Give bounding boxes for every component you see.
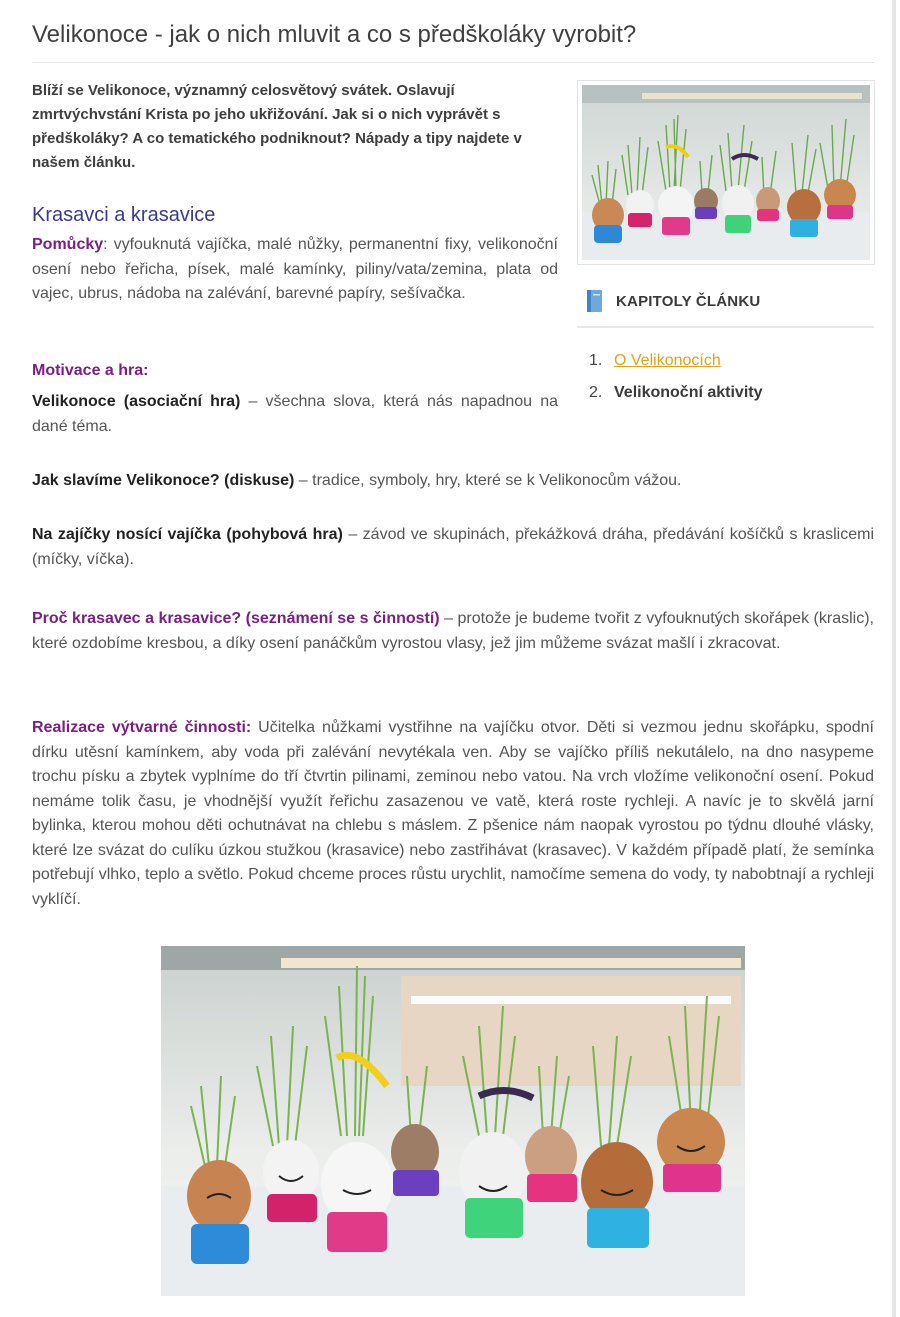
realization-label: Realizace výtvarné činnosti:: [32, 719, 252, 736]
tools-text: : vyfouknutá vajíčka, malé nůžky, permanentní fixy, velikonoční osení nebo řeřicha, písek, malé kamínky, piliny/vata/zemina, plata od vajec, ubrus, nádoba na zalévání, barevné papíry, sešívačka.: [32, 236, 558, 302]
toc-list: [589, 349, 763, 413]
motivation-heading-paragraph: [32, 359, 558, 384]
tools-label: Pomůcky: [32, 236, 104, 253]
section-heading: Krasavci a krasavice: [32, 204, 216, 226]
article-intro: Blíží se Velikonoce, významný celosvětový svátek. Oslavují zmrtvýchvstání Krista po jeho ukřižování. Jak si o nich vyprávět s předškoláky? A co tematického podniknout? Nápady a tipy najdete v našem článku.: [32, 82, 522, 171]
tools-paragraph: [32, 233, 558, 307]
why-text: – protože je budeme tvořit z vyfouknutých skořápek (kraslic), které ozdobíme kresbou, a díky osení panáčkům vyrostou vlasy, jež jim můžeme svázat mašlí i zkracovat.: [32, 610, 874, 652]
motivation-label: Motivace a hra:: [32, 362, 149, 379]
book-icon: [585, 288, 605, 314]
game3-paragraph: [32, 523, 874, 572]
game2-label: Jak slavíme Velikonoce? (diskuse): [32, 472, 295, 489]
game2-text: – tradice, symboly, hry, které se k Velikonocům vážou.: [294, 472, 682, 489]
game1-text: – všechna slova, která nás napadnou na dané téma.: [32, 393, 559, 435]
game3-text: – závod ve skupinách, překážková dráha, předávání košíčků s kraslicemi (míčky, víčka).: [32, 526, 874, 568]
why-paragraph: [32, 607, 874, 656]
toc-header: [585, 285, 875, 325]
game1-label: Velikonoce (asociační hra): [32, 393, 241, 410]
egg-heads-large-photo-icon: [161, 946, 745, 1296]
main-photo[interactable]: [161, 946, 745, 1301]
realization-text: Učitelka nůžkami vystřihne na vajíčku otvor. Děti si vezmou jednu skořápku, spodní dírku utěsní kamínkem, aby voda při zalévání nevytékala ven. Aby se vajíčko příliš nekutálelo, na dno nasypeme trochu písku a zbytek vyplníme do tří čtvrtin pilinami, zeminou nebo vatou. Na vrch vložíme velikonoční osení. Pokud nemáme tolik času, je vhodnější využít řeřichu zasazenou ve vatě, která roste rychleji. A navíc je to skvělá jarní bylinka, kterou mohou děti ochutnávat na chlebu s máslem. Z pšenice nám naopak vyrostou po týdnu dlouhé vlásky, které lze svázat do culíku úzkou stužkou (krasavice) nebo zastřihávat (krasavec). V každém případě platí, že semínka potřebují vlhko, teplo a světlo. Pokud chceme proces růstu urychlit, namočíme semena do vody, ty nabobtnají a rychleji vyklíčí.: [32, 719, 874, 908]
toc-item-number: 2.: [589, 384, 603, 401]
toc-item-velikonocni-aktivity[interactable]: [589, 381, 763, 413]
game3-label: Na zajíčky nosící vajíčka (pohybová hra): [32, 526, 343, 543]
game1-paragraph: [32, 390, 558, 439]
egg-heads-photo-icon: [582, 85, 870, 260]
toc-item-o-velikonocich[interactable]: [589, 349, 763, 381]
title-divider: [32, 62, 874, 63]
toc-item-number: 1.: [589, 352, 603, 369]
page-title: Velikonoce - jak o nich mluvit a co s předškoláky vyrobit?: [32, 21, 637, 48]
toc-link-o-velikonocich[interactable]: O Velikonocích: [614, 352, 721, 369]
toc-title: KAPITOLY ČLÁNKU: [616, 293, 761, 310]
thumbnail-photo[interactable]: [577, 80, 875, 265]
toc-divider: [577, 326, 874, 328]
toc-current-chapter[interactable]: Velikonoční aktivity: [614, 384, 763, 401]
game2-paragraph: [32, 469, 874, 494]
page-edge: [892, 0, 896, 1317]
realization-paragraph: [32, 716, 874, 912]
why-label: Proč krasavec a krasavice? (seznámení se s činností): [32, 610, 440, 627]
